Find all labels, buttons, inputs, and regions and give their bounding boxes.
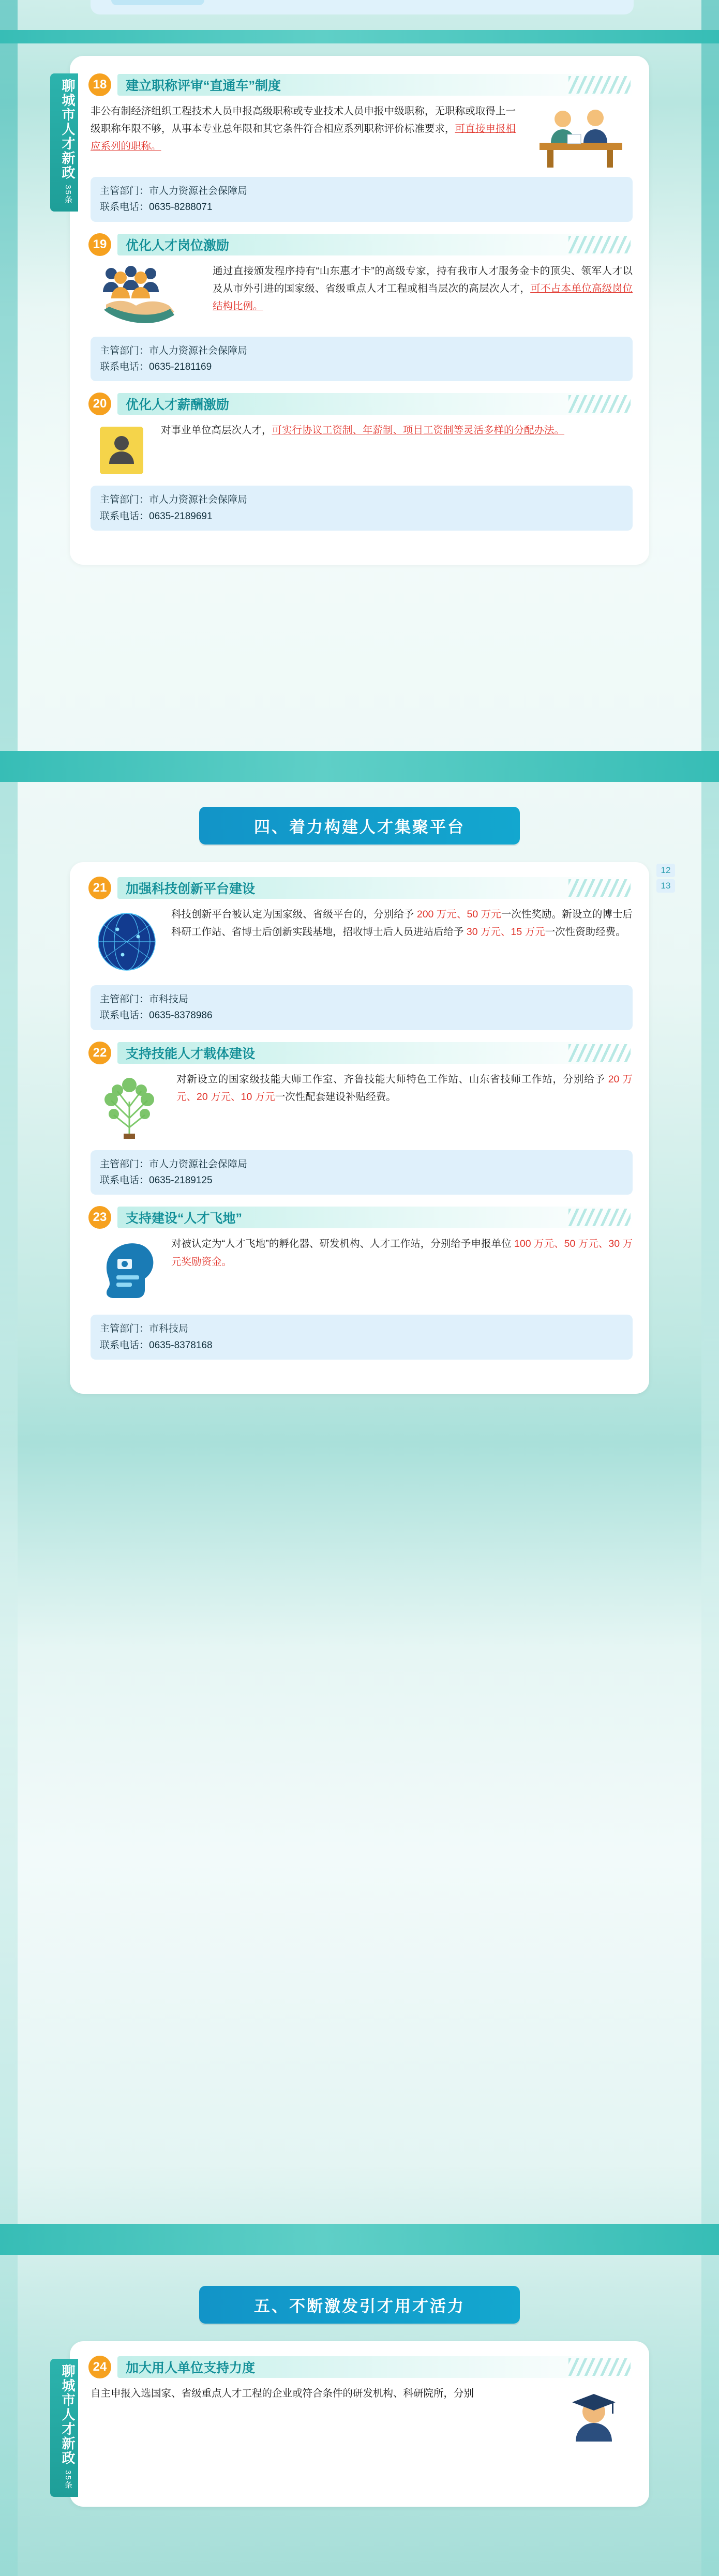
policy-contact-block [91,1150,633,1195]
illustration-office-desk [524,102,633,170]
policy-text: 科技创新平台被认定为国家级、省级平台的，分别给予 200 万元、50 万元一次性奖励。新设立的博士后科研工作站、省博士后创新实践基地，招收博士后人员进站后给予 30 万元、15 万元一次性资助经费。 [171,909,633,938]
policy-item-24 [84,2356,635,2442]
illustration-globe-network [91,906,163,978]
policy-item-23 [84,1206,635,1360]
illustration-graduate [555,2385,633,2442]
left-decor-strip [0,0,18,2576]
policy-text: 通过直接颁发程序持有“山东惠才卡”的高级专家，持有我市人才服务金卡的顶尖、领军人才以及从市外引进的国家级、省级重点人才工程或相当层次的高层次人才，可不占本单位高级岗位结构比例。 [213,265,633,312]
policy-phone: 联系电话：0635-8288071 [100,202,213,213]
policy-phone: 联系电话：0635-8378168 [100,1339,213,1351]
right-decor-strip [701,0,719,2576]
policy-item-22 [84,1042,635,1195]
policy-text-highlight: 可直接申报相应系列的职称。 [91,123,516,153]
divider-band-top [0,30,719,43]
vertical-label-small: 35条 [64,185,72,204]
page-number-chip [656,864,675,895]
policy-phone: 联系电话：0635-2189691 [100,510,213,522]
policy-title: 加强科技创新平台建设 [117,877,635,899]
policy-dept: 主管部门：市科技局 [100,994,189,1005]
policy-item-24-head [88,2356,635,2378]
vertical-label-text: 聊城市人才新政 [60,79,76,180]
policy-title: 支持技能人才载体建设 [117,1042,635,1064]
illustration-tree [91,1071,168,1143]
policy-title: 优化人才岗位激励 [117,234,635,255]
vertical-label-text-2: 聊城市人才新政 [60,2364,76,2465]
policy-title: 建立职称评审“直通车”制度 [117,74,635,96]
policy-phone: 联系电话：0635-2189125 [100,1175,213,1186]
policy-phone: 联系电话：0635-8378986 [100,1010,213,1021]
policy-item-21 [84,877,635,1030]
policy-contact-block [91,1315,633,1360]
illustration-handshake [91,262,204,329]
policy-title: 加大用人单位支持力度 [117,2356,635,2378]
policy-text: 自主申报入选国家、省级重点人才工程的企业或符合条件的研发机构、科研院所，分别 [91,2388,474,2399]
policy-dept: 主管部门：市人力资源社会保障局 [100,186,248,197]
policy-item-20-head [88,393,635,415]
section-four-header: 四、着力构建人才集聚平台 [199,807,520,845]
policy-contact-block [91,486,633,531]
policy-text: 对事业单位高层次人才，可实行协议工资制、年薪制、项目工资制等灵活多样的分配办法。 [161,425,565,436]
policy-item-18-head [88,73,635,96]
divider-band-bottom [0,2224,719,2255]
policy-item-21-body [91,906,633,978]
policy-item-19-head [88,233,635,256]
illustration-person-badge [91,421,153,478]
panel-section-five [60,2341,649,2507]
policy-item-23-head [88,1206,635,1229]
policy-item-23-body [91,1235,633,1307]
policy-number-badge: 22 [88,1042,111,1064]
policy-item-18 [84,73,635,222]
policy-number-badge: 18 [88,73,111,96]
policy-text-highlight: 可不占本单位高级岗位结构比例。 [213,282,633,312]
vertical-label-small-2: 35条 [64,2470,72,2490]
policy-item-21-head [88,877,635,899]
page-number-right: 13 [656,879,675,893]
policy-text-highlight: 可实行协议工资制、年薪制、项目工资制等灵活多样的分配办法。 [272,425,565,436]
policy-dept: 主管部门：市科技局 [100,1323,189,1335]
policy-item-20 [84,393,635,531]
policy-title: 支持建设“人才飞地” [117,1207,635,1228]
policy-dept: 主管部门：市人力资源社会保障局 [100,494,248,506]
policy-number-badge: 20 [88,393,111,415]
policy-text: 对被认定为“人才飞地”的孵化器、研发机构、人才工作站，分别给予申报单位 100 万元、50 万元、30 万元奖励资金。 [171,1238,633,1268]
policy-number-badge: 19 [88,233,111,256]
policy-text: 对新设立的国家级技能大师工作室、齐鲁技能大师特色工作站、山东省技师工作站，分别给予 20 万元、20 万元、10 万元一次性配套建设补贴经费。 [176,1073,633,1103]
policy-dept: 主管部门：市人力资源社会保障局 [100,1158,248,1170]
policy-item-22-head [88,1042,635,1064]
policy-dept: 主管部门：市人力资源社会保障局 [100,345,248,356]
divider-band-middle [0,751,719,782]
policy-item-18-body [91,102,633,170]
policy-text: 非公有制经济组织工程技术人员申报高级职称或专业技术人员申报中级职称，无职称或取得上一级职称年限不够，从事本专业总年限和其它条件符合相应系列职称评价标准要求，可直接申报相应系列的职称。 [91,106,516,153]
section-five-header: 五、不断激发引才用才活力 [199,2286,520,2324]
policy-item-24-body [91,2385,633,2442]
policy-number-badge: 21 [88,877,111,899]
policy-item-22-body [91,1071,633,1143]
policy-item-20-body [91,421,633,478]
policy-title: 优化人才薪酬激励 [117,393,635,415]
top-card-fragment [91,0,634,14]
illustration-head-chip [91,1235,163,1307]
policy-contact-block [91,337,633,382]
panel-section-four [70,862,649,1394]
policy-item-19 [84,233,635,382]
top-card-inner [111,0,204,5]
policy-contact-block [91,985,633,1030]
panel-section-three [60,56,649,565]
policy-number-badge: 24 [88,2356,111,2378]
vertical-side-label [50,73,78,212]
policy-item-19-body [91,262,633,329]
policy-number-badge: 23 [88,1206,111,1229]
vertical-side-label-2 [50,2359,78,2497]
policy-phone: 联系电话：0635-2181169 [100,361,212,373]
policy-contact-block [91,177,633,222]
page-number-left: 12 [656,864,675,877]
